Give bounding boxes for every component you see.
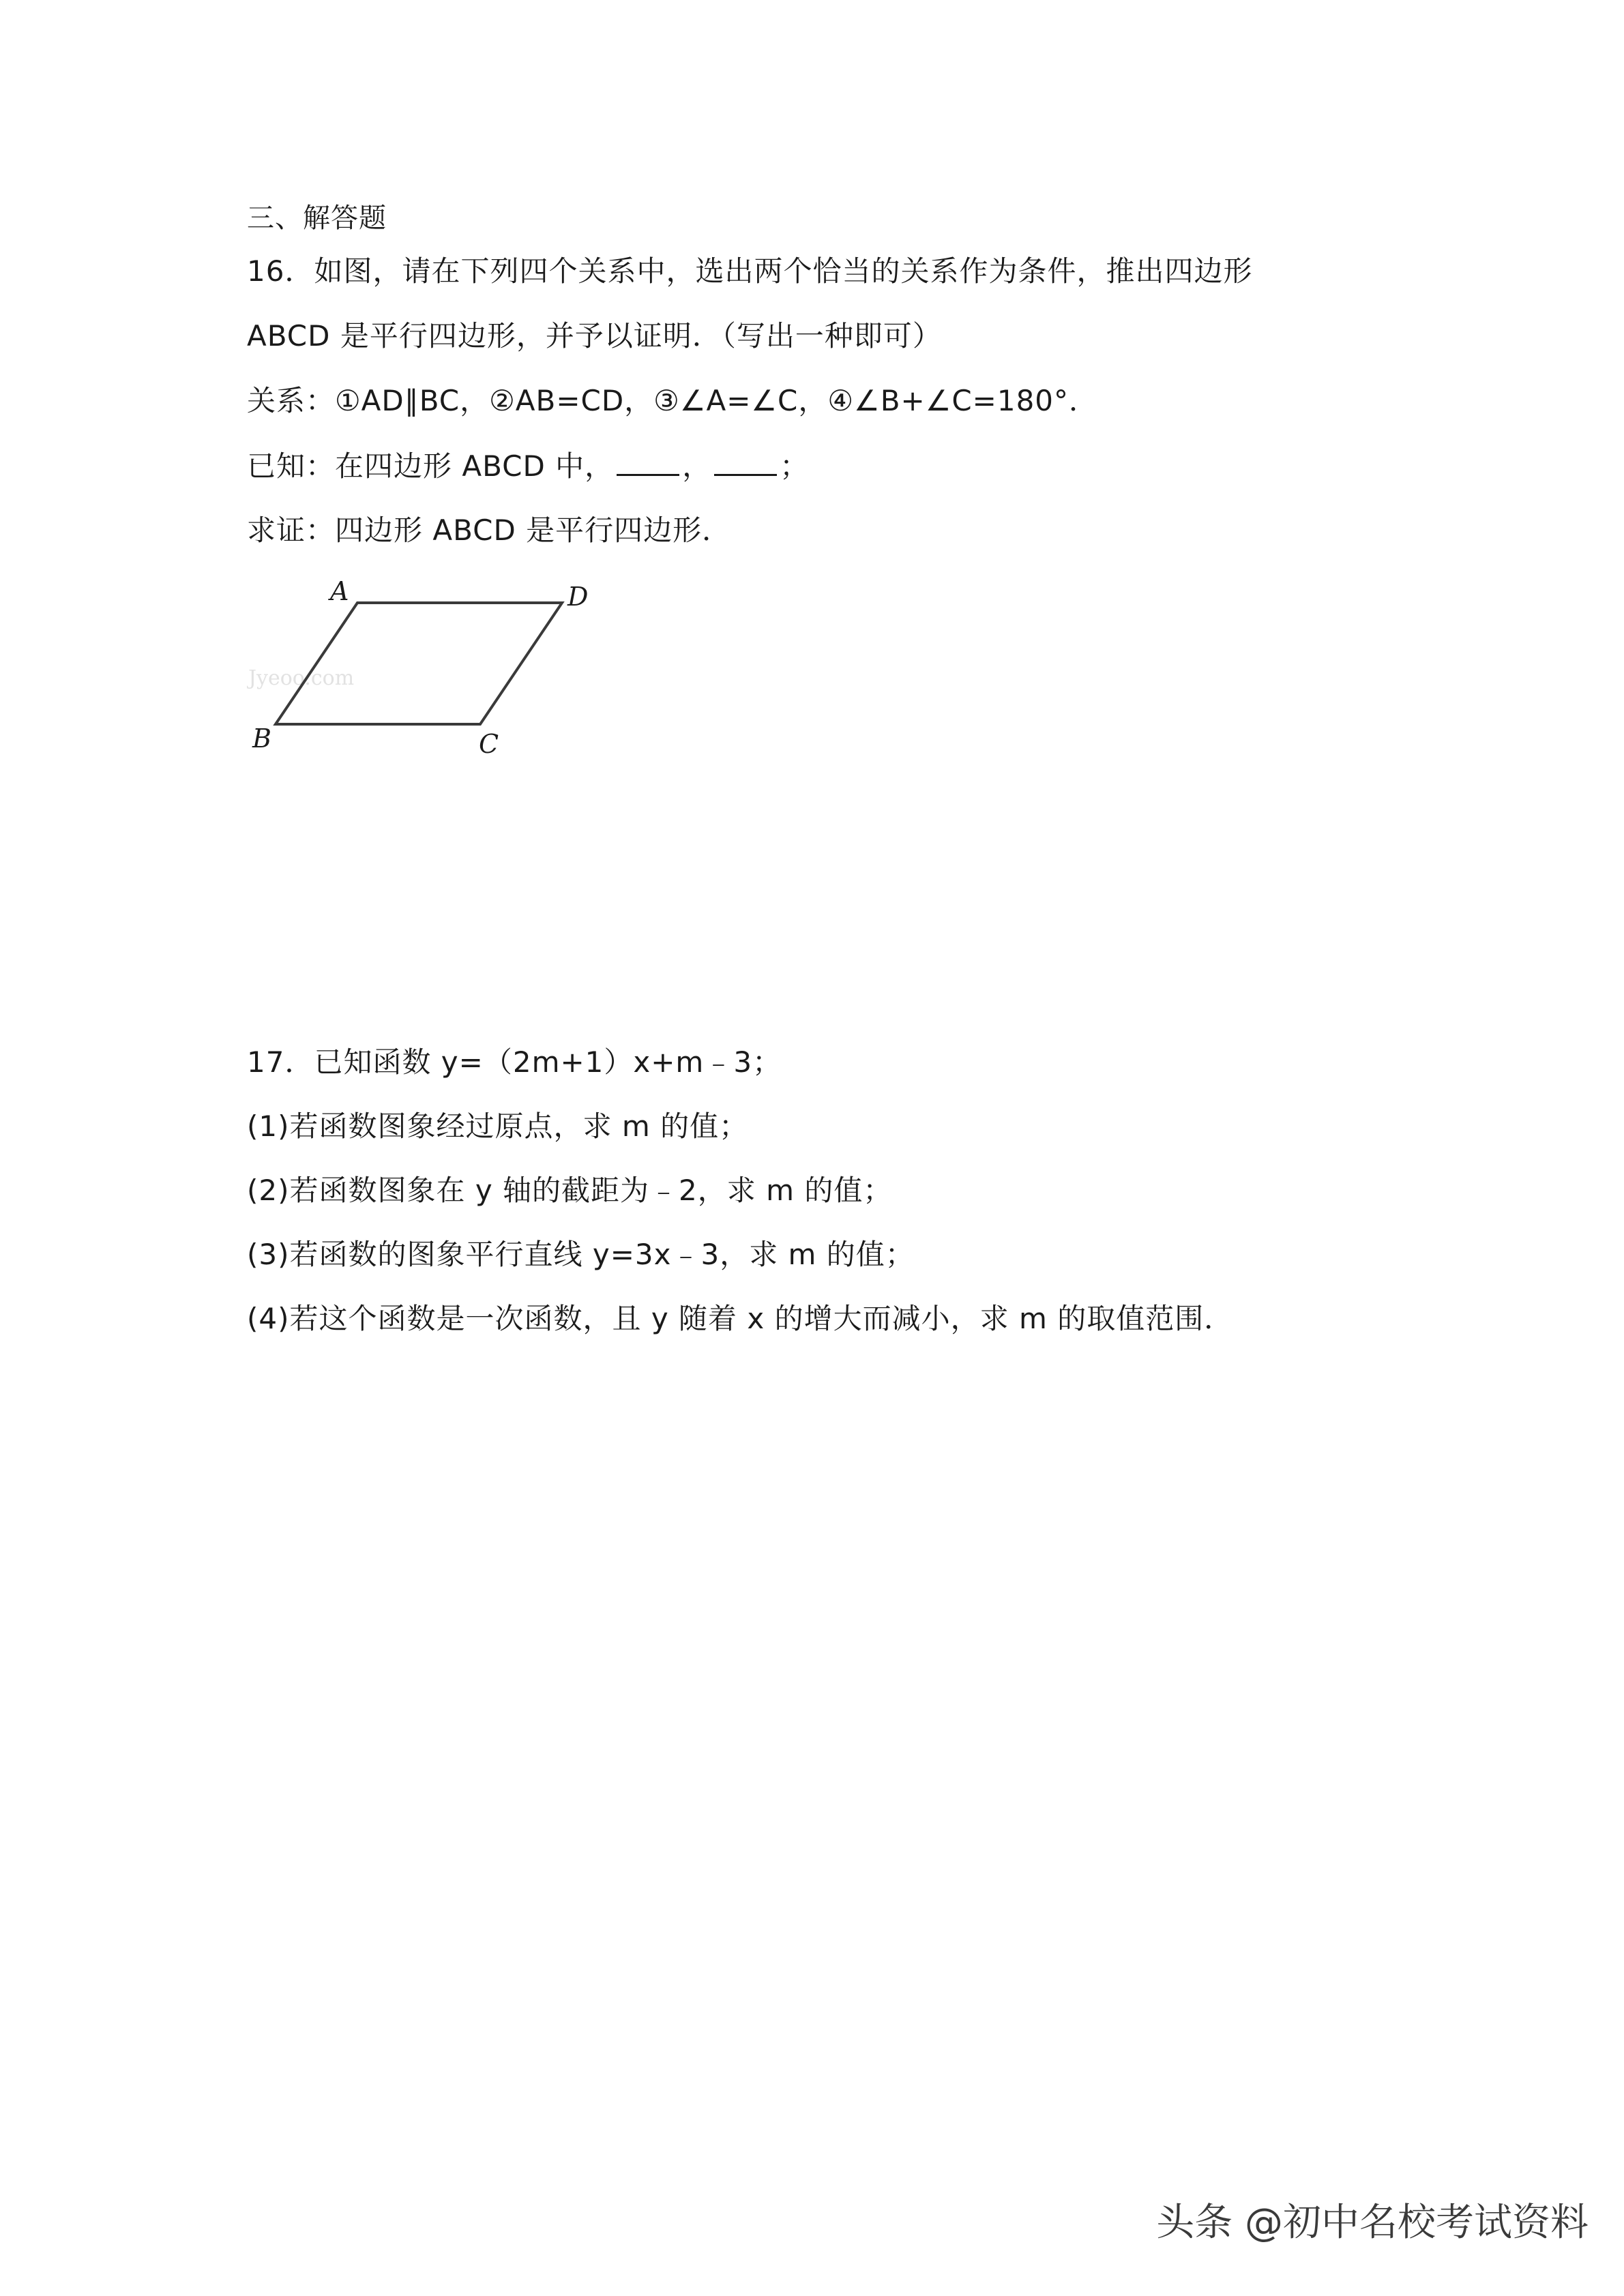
vertex-label-a: A: [330, 580, 349, 606]
vertex-label-d: D: [567, 582, 589, 612]
q16-relations: 关系：①AD∥BC，②AB=CD，③∠A=∠C，④∠B+∠C=180°．: [247, 384, 1099, 417]
q16-prove: 求证：四边形 ABCD 是平行四边形．: [247, 513, 732, 547]
q16-given-prefix: 已知：在四边形 ABCD 中，: [247, 449, 615, 483]
parallelogram-abcd: [276, 603, 562, 724]
q17-part-1: (1)若函数图象经过原点，求 m 的值；: [247, 1109, 749, 1143]
q16-stem-line-2: ABCD 是平行四边形，并予以证明．（写出一种即可）: [247, 319, 942, 353]
section-title: 三、解答题: [247, 203, 387, 234]
vertex-label-b: B: [252, 724, 271, 754]
q16-stem-line-1: 16．如图，请在下列四个关系中，选出两个恰当的关系作为条件，推出四边形: [247, 254, 1253, 288]
q16-given: [247, 447, 809, 486]
vertex-label-c: C: [479, 729, 499, 759]
answer-blank-1[interactable]: [617, 447, 679, 476]
q17-part-4: (4)若这个函数是一次函数，且 y 随着 x 的增大而减小，求 m 的取值范围．: [247, 1302, 1234, 1335]
footer-watermark: 头条 @初中名校考试资料: [1156, 2201, 1589, 2245]
answer-blank-2[interactable]: [714, 447, 777, 476]
q17-stem: 17．已知函数 y=（2m+1）x+m﹣3；: [247, 1045, 782, 1079]
parallelogram-svg: [247, 580, 615, 771]
figure-watermark: Jyeoo.com: [248, 666, 355, 690]
q17-part-2: (2)若函数图象在 y 轴的截距为﹣2，求 m 的值；: [247, 1174, 893, 1207]
q16-given-separator: ，: [682, 449, 712, 483]
q17-part-3: (3)若函数的图象平行直线 y=3x﹣3，求 m 的值；: [247, 1238, 915, 1271]
q16-given-end: ；: [780, 449, 810, 483]
parallelogram-figure: [247, 580, 615, 771]
